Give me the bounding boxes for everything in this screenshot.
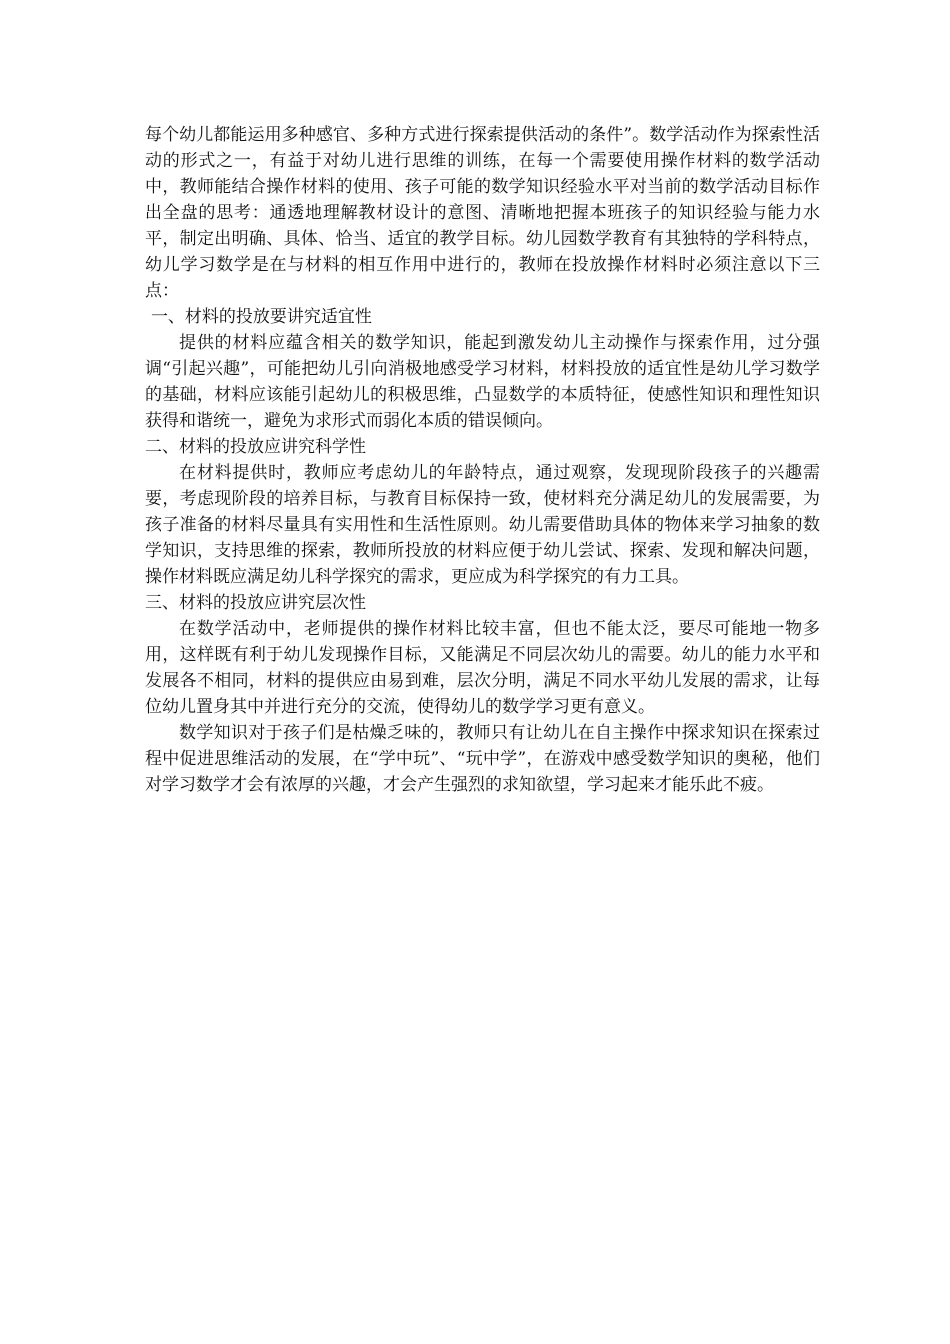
conclusion-paragraph: 数学知识对于孩子们是枯燥乏味的，教师只有让幼儿在自主操作中探求知识在探索过程中促进思维活动的发展，在“学中玩”、“玩中学”，在游戏中感受数学知识的奥秘，他们对学习数学才会有浓厚的兴趣，才会产生强烈的求知欲望，学习起来才能乐此不疲。 — [145, 723, 820, 795]
document-body — [145, 122, 820, 798]
intro-paragraph: 每个幼儿都能运用多种感官、多种方式进行探索提供活动的条件”。数学活动作为探索性活动的形式之一，有益于对幼儿进行思维的训练，在每一个需要使用操作材料的数学活动中，教师能结合操作材料的使用、孩子可能的数学知识经验水平对当前的数学活动目标作出全盘的思考：通透地理解教材设计的意图、清晰地把握本班孩子的知识经验与能力水平，制定出明确、具体、恰当、适宜的教学目标。幼儿园数学教育有其独特的学科特点，幼儿学习数学是在与材料的相互作用中进行的，教师在投放操作材料时必须注意以下三点： — [145, 125, 820, 301]
section-paragraph-2: 在材料提供时，教师应考虑幼儿的年龄特点，通过观察，发现现阶段孩子的兴趣需要，考虑现阶段的培养目标，与教育目标保持一致，使材料充分满足幼儿的发展需要，为孩子准备的材料尽量具有实用性和生活性原则。幼儿需要借助具体的物体来学习抽象的数学知识，支持思维的探索，教师所投放的材料应便于幼儿尝试、探索、发现和解决问题，操作材料既应满足幼儿科学探究的需求，更应成为科学探究的有力工具。 — [145, 463, 820, 587]
section-heading-2: 二、材料的投放应讲究科学性 — [145, 437, 366, 457]
section-paragraph-3: 在数学活动中，老师提供的操作材料比较丰富，但也不能太泛，要尽可能地一物多用，这样既有利于幼儿发现操作目标，又能满足不同层次幼儿的需要。幼儿的能力水平和发展各不相同，材料的提供应由易到难，层次分明，满足不同水平幼儿发展的需求，让每位幼儿置身其中并进行充分的交流，使得幼儿的数学学习更有意义。 — [145, 619, 820, 717]
section-paragraph-1: 提供的材料应蕴含相关的数学知识，能起到激发幼儿主动操作与探索作用，过分强调“引起兴趣”，可能把幼儿引向消极地感受学习材料，材料投放的适宜性是幼儿学习数学的基础，材料应该能引起幼儿的积极思维，凸显数学的本质特征，使感性知识和理性知识获得和谐统一，避免为求形式而弱化本质的错误倾向。 — [145, 333, 820, 431]
section-heading-3: 三、材料的投放应讲究层次性 — [145, 593, 366, 613]
section-heading-1: 一、材料的投放要讲究适宜性 — [150, 307, 372, 327]
